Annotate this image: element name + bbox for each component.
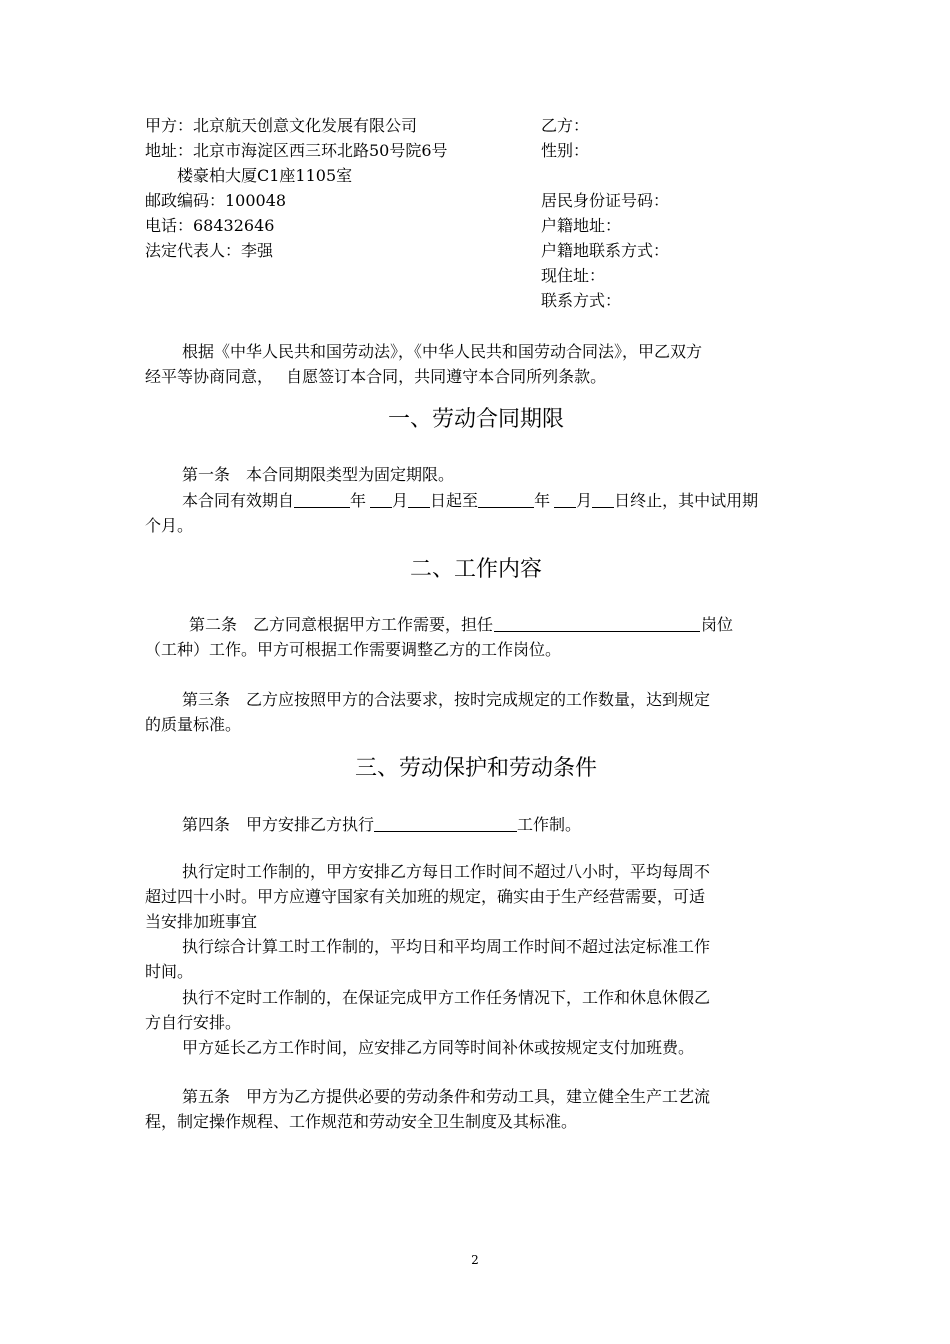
article-5-line-2: 程，制定操作规程、工作规范和劳动安全卫生制度及其标准。 — [145, 1112, 578, 1131]
start-day-blank[interactable] — [408, 491, 430, 508]
article-5-text-1: 第五条 甲方为乙方提供必要的劳动条件和劳动工具，建立健全生产工艺流 — [182, 1087, 711, 1106]
article-4-suffix: 工作制。 — [517, 815, 582, 834]
party-b-name: 乙方： — [541, 116, 590, 135]
article-3-line-2: 的质量标准。 — [145, 715, 242, 734]
party-b-household-contact: 户籍地联系方式： — [541, 241, 670, 260]
standard-hours-text-1: 执行定时工作制的，甲方安排乙方每日工作时间不超过八小时，平均每周不 — [182, 862, 711, 881]
party-a-phone: 电话：68432646 — [145, 216, 275, 235]
party-b-contact: 联系方式： — [541, 291, 622, 310]
article-5-line-1 — [182, 1087, 807, 1107]
party-a-name: 甲方：北京航天创意文化发展有限公司 — [145, 116, 418, 135]
party-b-current-address: 现住址： — [541, 266, 606, 285]
term-text-from: 本合同有效期自 — [182, 491, 295, 510]
flexible-hours-line-2: 方自行安排。 — [145, 1013, 242, 1032]
party-a-address-cont: 楼豪柏大厦C1座1105室 — [177, 166, 353, 185]
article-2 — [189, 615, 733, 635]
term-month-label: 月 — [392, 491, 409, 510]
standard-hours-text-2: 超过四十小时。甲方应遵守国家有关加班的规定，确实由于生产经营需要，可适 — [145, 887, 706, 906]
start-month-blank[interactable] — [370, 491, 392, 508]
article-2-position-label: 岗位 — [701, 615, 734, 634]
term-text-to: 日起至 — [430, 491, 479, 510]
end-day-blank[interactable] — [592, 491, 614, 508]
standard-hours-line-1 — [182, 862, 807, 882]
article-4-text: 第四条 甲方安排乙方执行 — [182, 815, 375, 834]
page-number: 2 — [471, 1253, 479, 1267]
party-b-household-address: 户籍地址： — [541, 216, 622, 235]
standard-hours-line-2 — [145, 887, 807, 907]
term-year-label-2: 年 — [534, 491, 551, 510]
comprehensive-hours-line-2: 时间。 — [145, 962, 194, 981]
preamble-line-2: 经平等协商同意， 自愿签订本合同，共同遵守本合同所列条款。 — [145, 367, 607, 386]
flexible-hours-line-1 — [182, 988, 807, 1008]
term-year-label: 年 — [350, 491, 367, 510]
comprehensive-hours-text-1: 执行综合计算工时工作制的，平均日和平均周工作时间不超过法定标准工作 — [182, 937, 711, 956]
end-month-blank[interactable] — [554, 491, 576, 508]
preamble-text-1: 根据《中华人民共和国劳动法》，《中华人民共和国劳动合同法》，甲乙双方 — [182, 342, 703, 361]
article-2-line-2: （工种）工作。甲方可根据工作需要调整乙方的工作岗位。 — [145, 640, 562, 659]
work-schedule-blank[interactable] — [374, 815, 517, 832]
contract-term-line — [182, 491, 807, 511]
party-b-gender: 性别： — [541, 141, 590, 160]
term-month-label-2: 月 — [576, 491, 593, 510]
section-2-heading: 二、工作内容 — [409, 557, 542, 582]
overtime-paragraph: 甲方延长乙方工作时间，应安排乙方同等时间补休或按规定支付加班费。 — [182, 1038, 695, 1057]
standard-hours-line-3: 当安排加班事宜 — [145, 912, 258, 931]
end-year-blank[interactable] — [478, 491, 534, 508]
start-year-blank[interactable] — [294, 491, 350, 508]
preamble-line-1 — [182, 342, 807, 362]
position-blank[interactable] — [494, 615, 700, 632]
section-1-heading: 一、劳动合同期限 — [387, 407, 564, 432]
article-3-line-1 — [182, 690, 807, 710]
article-4 — [182, 815, 581, 835]
party-a-legal-rep: 法定代表人：李强 — [145, 241, 274, 260]
flexible-hours-text-1: 执行不定时工作制的，在保证完成甲方工作任务情况下，工作和休息休假乙 — [182, 988, 711, 1007]
article-3-text-1: 第三条 乙方应按照甲方的合法要求，按时完成规定的工作数量，达到规定 — [182, 690, 711, 709]
section-3-heading: 三、劳动保护和劳动条件 — [354, 756, 597, 781]
comprehensive-hours-line-1 — [182, 937, 807, 957]
article-1: 第一条 本合同期限类型为固定期限。 — [182, 465, 455, 484]
article-2-text: 第二条 乙方同意根据甲方工作需要，担任 — [189, 615, 494, 634]
term-text-end: 日终止，其中试用期 — [614, 491, 759, 510]
party-b-id-number: 居民身份证号码： — [541, 191, 670, 210]
probation-months: 个月。 — [145, 516, 194, 535]
party-a-postcode: 邮政编码：100048 — [145, 191, 287, 210]
party-a-address: 地址：北京市海淀区西三环北路50号院6号 — [145, 141, 448, 160]
